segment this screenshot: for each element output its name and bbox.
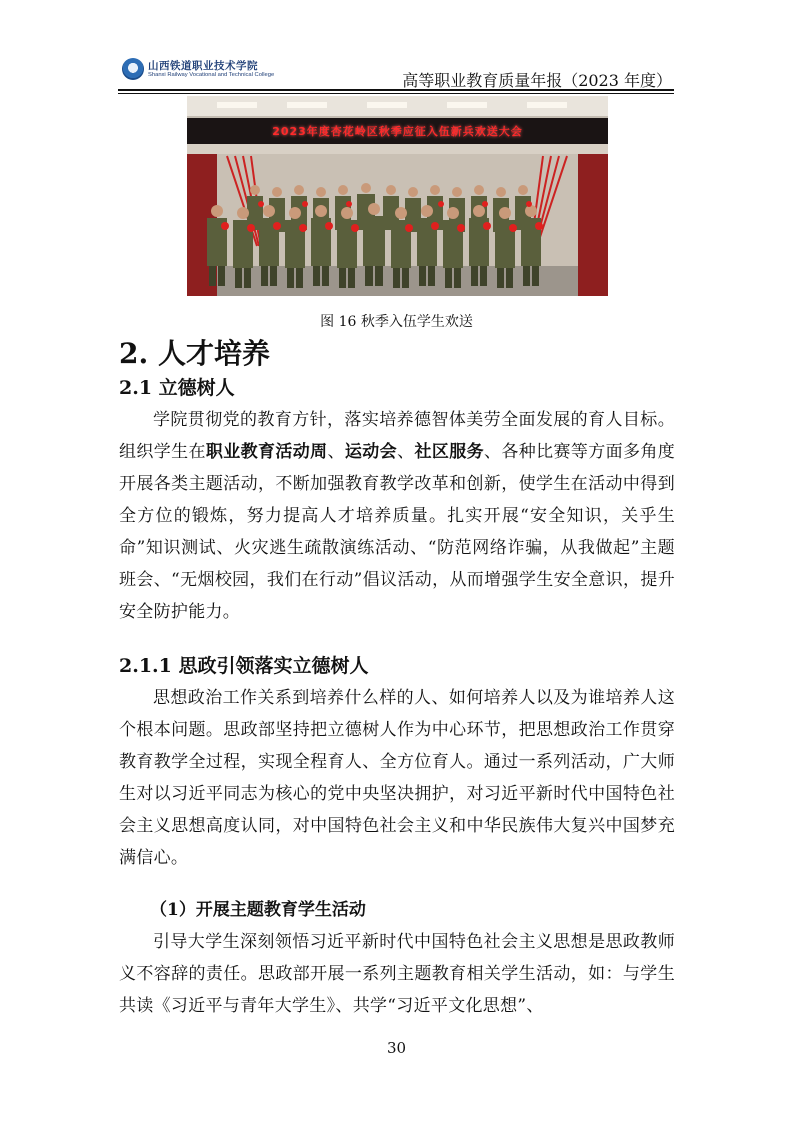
header-rule-thin <box>118 93 674 94</box>
page-number: 30 <box>386 1039 407 1057</box>
page-header <box>118 54 674 92</box>
figure-caption: 图 16 秋季入伍学生欢送 <box>320 314 473 330</box>
chapter-heading: 2. 人才培养 <box>119 337 270 370</box>
item-heading: （1）开展主题教育学生活动 <box>150 900 366 920</box>
paragraph-3: 引导大学生深刻领悟习近平新时代中国特色社会主义思想是思政教师义不容辞的责任。思政部开展一系列主题教育相关学生活动，如：与学生共读《习近平与青年大学生》、共学“习近平文化思想”、 <box>119 932 675 1016</box>
paragraph-1-text-d: 、各种比赛等方面多角度开展各类主题活动，不断加强教育教学改革和创新，使学生在活动中得到全方位的锻炼，努力提高人才培养质量。扎实开展“安全知识，关乎生命”知识测试、火灾逃生疏散演练活动、“防范网络诈骗，从我做起”主题班会、“无烟校园，我们在行动”倡议活动，从而增强学生安全意识，提升安全防护能力。 <box>119 442 676 622</box>
paragraph-1-text-a: 学院贯彻党的教育方针，落实培养德智体美劳全面发展的育人目标。组织学生在 <box>119 410 675 462</box>
report-title: 高等职业教育质量年报（2023 年度） <box>402 71 672 90</box>
paragraph-1-bold-b: 运动会 <box>344 442 398 462</box>
paragraph-1-bold-a: 职业教育活动周 <box>205 442 328 462</box>
paragraph-1-bold-c: 社区服务 <box>414 442 484 462</box>
paragraph-1 <box>119 404 675 628</box>
figure-photo <box>187 96 608 296</box>
paragraph-2: 思想政治工作关系到培养什么样的人、如何培养人以及为谁培养人这个根本问题。思政部坚持把立德树人作为中心环节，把思想政治工作贯穿教育教学全过程，实现全程育人、全方位育人。通过一系列活动，广大师生对以习近平同志为核心的党中央坚决拥护，对习近平新时代中国特色社会主义思想高度认同，对中国特色社会主义和中华民族伟大复兴中国梦充满信心。 <box>119 688 675 868</box>
paragraph-1-text-c: 、 <box>397 442 415 462</box>
school-name-cn: 山西铁道职业技术学院 <box>148 60 258 72</box>
subsection-heading: 2.1.1 思政引领落实立德树人 <box>119 655 369 677</box>
section-heading: 2.1 立德树人 <box>119 377 235 399</box>
paragraph-1-text-b: 、 <box>327 442 345 462</box>
school-name-en: Shanxi Railway Vocational and Technical College <box>148 72 275 78</box>
header-rule <box>118 89 674 91</box>
photo-banner-text: 2023年度杏花岭区秋季应征入伍新兵欢送大会 <box>272 125 523 138</box>
school-logo-icon <box>122 58 144 80</box>
